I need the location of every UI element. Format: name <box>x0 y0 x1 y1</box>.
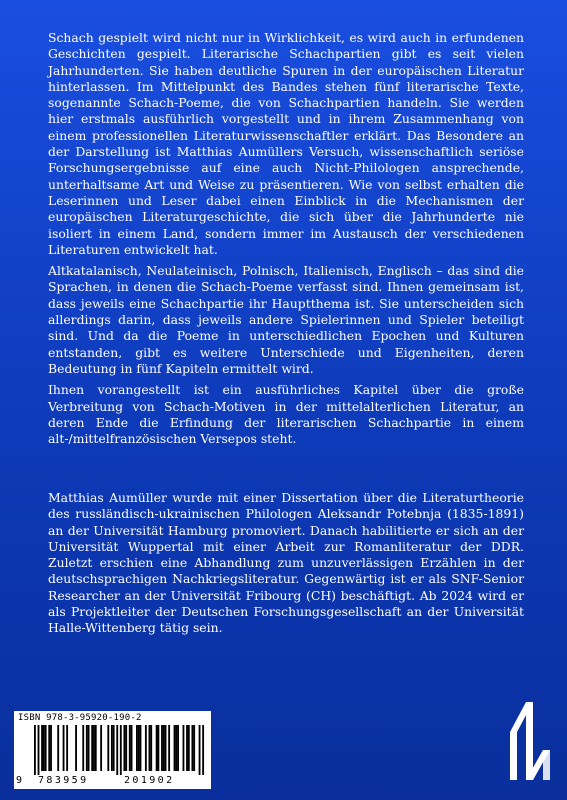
barcode-bar <box>177 725 179 771</box>
barcode-bar <box>191 725 193 771</box>
barcode-bar <box>145 725 147 771</box>
barcode-bar <box>156 725 158 771</box>
barcode-bar <box>75 725 77 771</box>
barcode-bar <box>88 725 90 771</box>
barcode-bar <box>150 725 152 771</box>
barcode-bar <box>86 725 88 771</box>
barcode-bar <box>174 725 176 771</box>
isbn-barcode <box>14 711 211 789</box>
barcode-bar <box>175 725 177 771</box>
barcode-bar <box>193 725 195 771</box>
blurb-paragraph-1: Schach gespielt wird nicht nur in Wirklichkeit, es wird auch in erfundenen Geschichten gespielt. Literarische Schachpartien gibt es seit vielen Jahrhunderten. Sie haben deutliche Spuren in der europäischen Literatur hinterlassen. Im Mittelpunkt des Bandes stehen fünf literarische Texte, sogenannte Schach-Poeme, die von Schachpartien handeln. Sie werden hier erstmals ausführlich vorgestellt und in ihrem Zusammenhang von einem professionellen Literaturwissenschaftler erklärt. Das Besondere an der Darstellung ist Matthias Aumüllers Versuch, wissenschaftlich seriöse Forschungsergebnisse auf eine auch Nicht-Philologen ansprechende, unterhaltsame Art und Weise zu präsentieren. Wie von selbst erhalten die Leserinnen und Leser dabei einen Einblick in die Mechanismen der europäischen Literaturgeschichte, die sich über die Jahrhunderte nie isoliert in einem Land, sondern immer im Austausch der verschiedenen Literaturen entwickelt hat. <box>48 30 524 257</box>
barcode-bar <box>95 725 97 771</box>
ean-digit-first: 9 <box>16 775 23 786</box>
barcode-bar <box>165 725 167 771</box>
barcode-bar <box>202 725 204 775</box>
ean-digits-right: 201902 <box>124 775 175 786</box>
barcode-bar <box>199 725 201 775</box>
barcode-bar <box>120 725 122 775</box>
barcode-bar <box>123 725 125 771</box>
author-bio <box>48 490 524 642</box>
barcode-bar <box>43 725 45 771</box>
barcode-bar <box>91 725 93 771</box>
barcode-bar <box>113 725 115 771</box>
barcode-bar <box>129 725 131 771</box>
barcode-bar <box>38 725 40 775</box>
barcode-bar <box>157 725 159 771</box>
barcode-bar <box>34 725 36 775</box>
barcode-bar <box>125 725 127 771</box>
barcode-bar <box>66 725 68 771</box>
blurb-paragraph-2: Altkatalanisch, Neulateinisch, Polnisch, Italienisch, Englisch – das sind die Sprachen, in denen die Schach-Poeme verfasst sind. Ihnen gemeinsam ist, dass jeweils eine Schachpartie ihr Hauptthema ist. Sie unterscheiden sich allerdings darin, dass jeweils andere Spielerinnen und Spieler beteiligt sind. Und da die Poeme in unterschiedlichen Epochen und Kulturen entstanden, gibt es weitere Unterschiede und Eigenheiten, deren Bedeutung in fünf Kapiteln ermittelt wird. <box>48 263 524 376</box>
barcode-bar <box>163 725 165 771</box>
barcode-bar <box>57 725 59 771</box>
barcode-bar <box>149 725 151 771</box>
blurb-text <box>48 30 524 452</box>
ean-digits <box>14 775 211 787</box>
barcode-bar <box>138 725 140 771</box>
barcode-bar <box>82 725 84 771</box>
publisher-logo-icon <box>500 698 552 788</box>
barcode-bar <box>45 725 47 771</box>
barcode-bar <box>63 725 65 771</box>
barcode-bars <box>20 725 206 775</box>
barcode-bar <box>93 725 95 771</box>
barcode-bar <box>188 725 190 771</box>
barcode-bar <box>100 725 102 771</box>
ean-digits-left: 783959 <box>38 775 89 786</box>
barcode-bar <box>168 725 170 771</box>
barcode-bar <box>107 725 109 771</box>
barcode-bar <box>116 725 118 775</box>
barcode-bar <box>136 725 138 771</box>
isbn-label: ISBN 978-3-95920-190-2 <box>18 713 142 723</box>
barcode-bar <box>50 725 52 771</box>
barcode-bar <box>140 725 142 771</box>
barcode-bar <box>111 725 113 771</box>
barcode-bar <box>186 725 188 771</box>
barcode-bar <box>161 725 163 771</box>
barcode-bar <box>41 725 43 771</box>
barcode-bar <box>131 725 133 771</box>
blurb-paragraph-3: Ihnen vorangestellt ist ein ausführliches Kapitel über die große Verbreitung von Schach-Motiven in der mittelalterlichen Literatur, an deren Ende die Erfindung der literarischen Schachpartie in einem alt-/mittelfranzösischen Versepos steht. <box>48 382 524 447</box>
author-bio-paragraph: Matthias Aumüller wurde mit einer Dissertation über die Literaturtheorie des russländisch-ukrainischen Philologen Aleksandr Potebnja (1835-1891) an der Universität Hamburg promoviert. Danach habilitierte er sich an der Universität Wuppertal mit einer Arbeit zur Romanliteratur der DDR. Zuletzt erschien eine Abhandlung zum unzuverlässigen Erzählen in der deutschsprachigen Nachkriegsliteratur. Gegenwärtig ist er als SNF-Senior Researcher an der Universität Fribourg (CH) beschäftigt. Ab 2024 wird er als Projektleiter der Deutschen Forschungsgesellschaft an der Universität Halle-Wittenberg tätig sein. <box>48 490 524 636</box>
barcode-bar <box>183 725 185 771</box>
barcode-bar <box>48 725 50 771</box>
